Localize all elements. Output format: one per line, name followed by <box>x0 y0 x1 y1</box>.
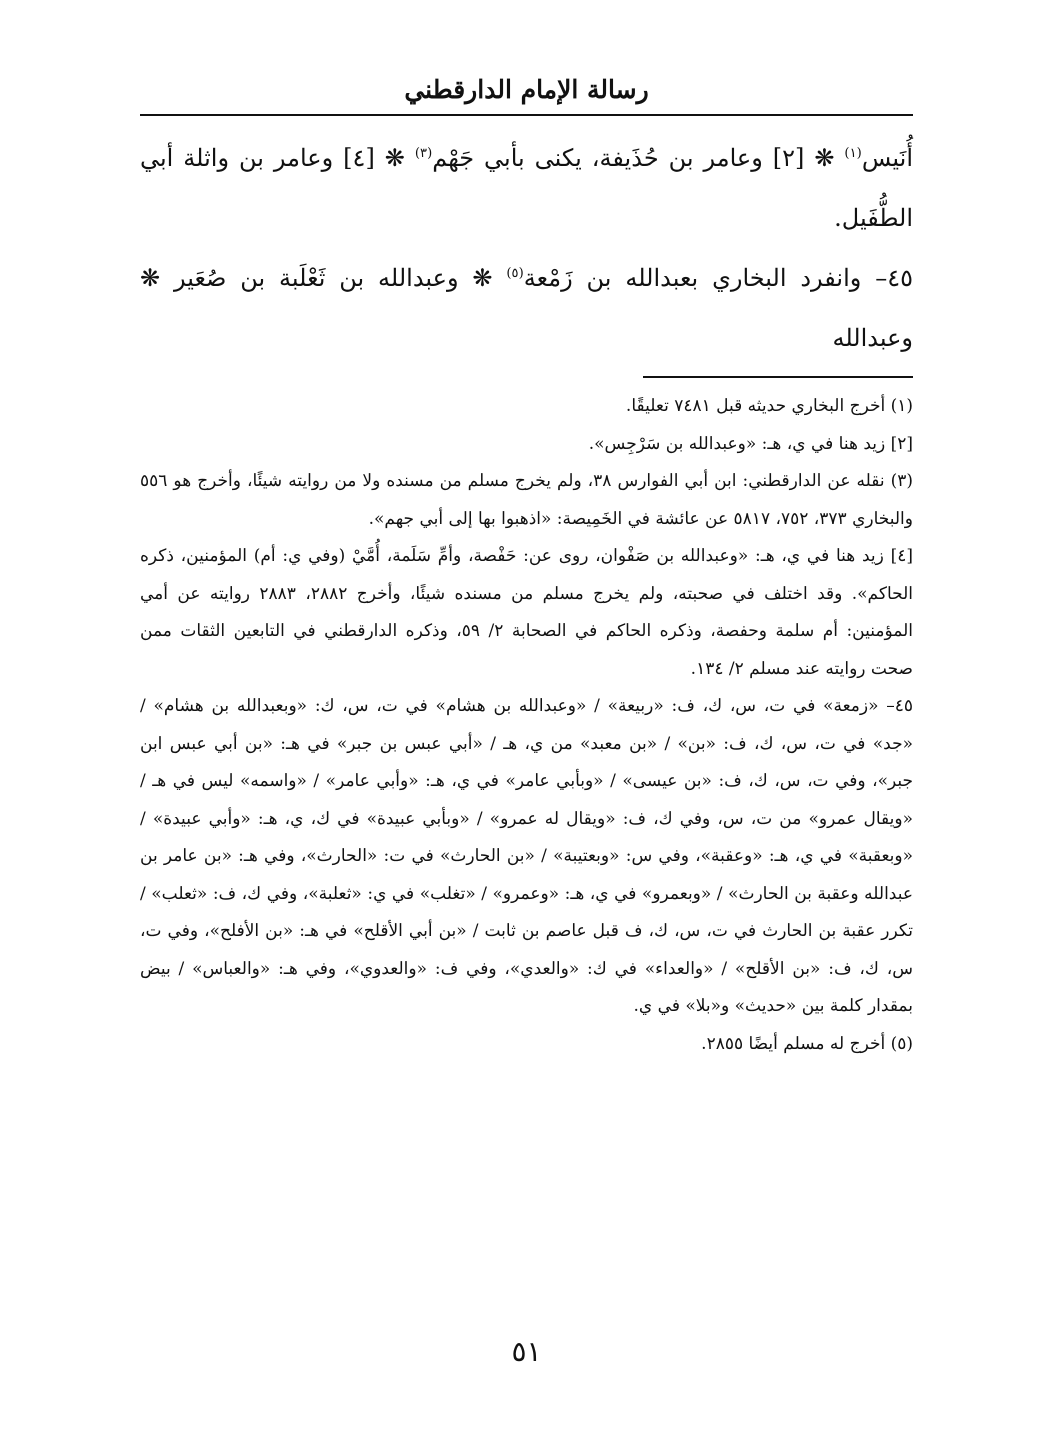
footnote: [٢] زيد هنا في ي، هـ: «وعبدالله بن سَرْجِس». <box>588 433 913 454</box>
main-paragraph <box>140 128 913 248</box>
footnote: (٥) أخرج له مسلم أيضًا ٢٨٥٥. <box>701 1033 913 1054</box>
main-text-run: ❋ [٢] وعامر بن حُذَيفة، يكنى بأبي جَهْم <box>432 144 845 172</box>
footnote-ref: (٣) <box>414 146 433 161</box>
header-rule <box>140 114 913 116</box>
footnote: ٤٥– «زمعة» في ت، س، ك، ف: «ربيعة» / «وعبدالله بن هشام» في ت، س، ك: «وبعبدالله بن هشام» / «جد» في ت، س، ك، ف: «بن» / «بن معبد» من ي، هـ / «أبي عبس بن جبر» في هـ: «بن أبي عبس ابن جبر»، وفي ت، س، ك، ف: «بن عيسى» / «وبأبي عامر» في ي، هـ: «وأبي عامر» / «واسمه» ليس في هـ / «ويقال عمرو» من ت، س، وفي ك، ف: «ويقال له عمرو» / «وبأبي عبيدة» في ك، ي، هـ: «وأبي عبيدة» / «وبعقبة» في ي، هـ: «وعقبة»، وفي س: «وبعتيبة» / «بن الحارث» في ت: «الحارث»، وفي هـ: «بن عامر بن عبدالله وعقبة بن الحارث» / «وبعمرو» في ي، هـ: «وعمرو» / «تغلب» في ي: «ثعلبة»، وفي ك، ف: «ثعلب» / تكرر عقبة بن الحارث في ت، س، ك، ف قبل عاصم بن ثابت / «بن أبي الأقلح» في هـ: «بن الأفلح»، وفي ت، س، ك، ف: «بن الأقلح» / «والعداء» في ك: «والعدي»، وفي ف: «والعدوي»، وفي هـ: «والعباس» / بيض بمقدار كلمة بين «حديث» و«بلا» في ي. <box>140 696 913 1016</box>
main-text-run: ❋ [٤] وعامر بن واثلة أبي الطُّفَيل. <box>140 144 913 232</box>
footnote: (٣) نقله عن الدارقطني: ابن أبي الفوارس ٣٨، ولم يخرج مسلم من مسنده ولا من روايته شيئًا، وأخرج هو ٥٥٦ والبخاري ٣٧٣، ٧٥٢، ٥٨١٧ عن عائشة في الخَمِيصة: «اذهبوا بها إلى أبي جهم». <box>140 471 913 529</box>
main-text-run: ٤٥– وانفرد البخاري بعبدالله بن زَمْعة <box>523 264 913 292</box>
footnote: (١) أخرج البخاري حديثه قبل ٧٤٨١ تعليقًا. <box>625 396 913 416</box>
footnotes <box>140 388 913 1063</box>
footnote-ref: (٥) <box>506 266 524 281</box>
footnote-ref: (١) <box>844 146 862 161</box>
footnote-separator <box>643 376 913 378</box>
main-text <box>140 128 913 368</box>
main-paragraph <box>140 248 913 368</box>
running-header-title: رسالة الإمام الدارقطني <box>404 75 649 104</box>
main-text-run: أُنَيس <box>861 144 914 172</box>
footnote: [٤] زيد هنا في ي، هـ: «وعبدالله بن صَفْوان، روى عن: حَفْصة، وأمِّ سَلَمة، أُمَّيْ (وفي ي: أم) المؤمنين، ذكره الحاكم». وقد اختلف في صحبته، ولم يخرج مسلم من مسنده شيئًا، وأخرج ٢٨٨٢، ٢٨٨٣ روايته عن أمي المؤمنين: أم سلمة وحفصة، وذكره الحاكم في الصحابة ٢/ ٥٩، وذكره الدارقطني في التابعين الثقات ممن صحت روايته عند مسلم ٢/ ١٣٤. <box>140 546 913 679</box>
page-number: ٥١ <box>511 1335 542 1368</box>
main-text-run: ❋ وعبدالله بن ثَعْلَبة بن صُعَير ❋ وعبدالله <box>140 264 913 352</box>
